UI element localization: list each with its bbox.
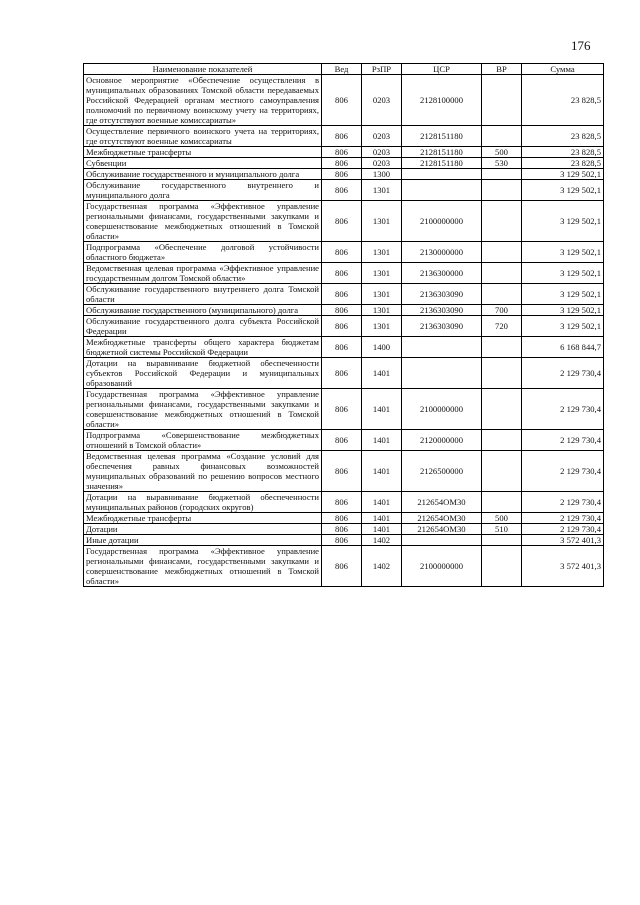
row-sum-cell: 3 129 502,1 [522,284,604,305]
row-vr-cell [482,263,522,284]
header-rzpr: РзПР [362,64,402,75]
row-csr-cell: 2120000000 [402,430,482,451]
row-rzpr-cell: 1301 [362,316,402,337]
row-ved-cell: 806 [322,492,362,513]
row-vr-cell [482,169,522,180]
row-sum-cell: 2 129 730,4 [522,513,604,524]
row-vr-cell [482,492,522,513]
row-vr-cell [482,451,522,492]
row-vr-cell [482,75,522,126]
table-row [84,284,604,305]
row-csr-cell [402,535,482,546]
row-ved-cell: 806 [322,305,362,316]
row-csr-cell: 2136303090 [402,305,482,316]
row-sum-cell: 3 129 502,1 [522,242,604,263]
row-name-cell: Обслуживание государственного внутреннего долга Томской области [84,284,322,305]
row-sum-cell: 23 828,5 [522,75,604,126]
header-name: Наименование показателей [84,64,322,75]
row-name-cell: Обслуживание государственного и муниципального долга [84,169,322,180]
row-ved-cell: 806 [322,126,362,147]
row-vr-cell: 530 [482,158,522,169]
table-row [84,451,604,492]
row-sum-cell: 2 129 730,4 [522,524,604,535]
row-vr-cell: 500 [482,147,522,158]
row-vr-cell: 500 [482,513,522,524]
row-vr-cell [482,535,522,546]
row-vr-cell [482,201,522,242]
row-name-cell: Государственная программа «Эффективное управление региональными финансами, государственными закупками и совершенствование межбюджетных отношений в Томской области» [84,546,322,587]
row-ved-cell: 806 [322,284,362,305]
row-ved-cell: 806 [322,201,362,242]
row-rzpr-cell: 1401 [362,513,402,524]
row-csr-cell: 2100000000 [402,546,482,587]
row-ved-cell: 806 [322,180,362,201]
table-row [84,546,604,587]
row-sum-cell: 3 129 502,1 [522,201,604,242]
row-csr-cell: 2136300000 [402,263,482,284]
row-csr-cell: 2100000000 [402,389,482,430]
row-sum-cell: 23 828,5 [522,158,604,169]
row-name-cell: Государственная программа «Эффективное управление региональными финансами, государственными закупками и совершенствование межбюджетных отношений в Томской области» [84,389,322,430]
row-rzpr-cell: 1300 [362,169,402,180]
row-name-cell: Ведомственная целевая программа «Создание условий для обеспечения равных финансовых возможностей муниципальных образований по решению вопросов местного значения» [84,451,322,492]
row-csr-cell: 2130000000 [402,242,482,263]
row-name-cell: Дотации на выравнивание бюджетной обеспеченности муниципальных районов (городских округов) [84,492,322,513]
row-ved-cell: 806 [322,535,362,546]
row-rzpr-cell: 1301 [362,284,402,305]
row-rzpr-cell: 1401 [362,389,402,430]
row-csr-cell: 2100000000 [402,201,482,242]
row-sum-cell: 3 129 502,1 [522,305,604,316]
row-csr-cell: 2128100000 [402,75,482,126]
row-sum-cell: 3 572 401,3 [522,546,604,587]
table-row [84,180,604,201]
row-ved-cell: 806 [322,147,362,158]
row-sum-cell: 2 129 730,4 [522,492,604,513]
row-vr-cell [482,358,522,389]
row-name-cell: Субвенции [84,158,322,169]
row-vr-cell: 510 [482,524,522,535]
row-vr-cell [482,180,522,201]
row-vr-cell [482,337,522,358]
row-name-cell: Подпрограмма «Совершенствование межбюджетных отношений в Томской области» [84,430,322,451]
row-ved-cell: 806 [322,158,362,169]
row-rzpr-cell: 1301 [362,201,402,242]
row-sum-cell: 2 129 730,4 [522,358,604,389]
row-csr-cell: 212654ОМ30 [402,524,482,535]
table-row [84,524,604,535]
table-row [84,535,604,546]
row-rzpr-cell: 0203 [362,158,402,169]
row-vr-cell: 700 [482,305,522,316]
row-ved-cell: 806 [322,316,362,337]
row-name-cell: Дотации [84,524,322,535]
header-sum: Сумма [522,64,604,75]
row-ved-cell: 806 [322,337,362,358]
row-sum-cell: 3 572 401,3 [522,535,604,546]
row-sum-cell: 3 129 502,1 [522,316,604,337]
row-name-cell: Осуществление первичного воинского учета на территориях, где отсутствуют военные комиссариаты [84,126,322,147]
table-row [84,126,604,147]
row-vr-cell [482,242,522,263]
row-ved-cell: 806 [322,75,362,126]
row-csr-cell: 212654ОМ30 [402,492,482,513]
row-rzpr-cell: 0203 [362,75,402,126]
row-sum-cell: 3 129 502,1 [522,263,604,284]
row-rzpr-cell: 1301 [362,305,402,316]
table-row [84,430,604,451]
table-row [84,337,604,358]
row-rzpr-cell: 0203 [362,126,402,147]
row-ved-cell: 806 [322,169,362,180]
row-name-cell: Межбюджетные трансферты [84,147,322,158]
table-row [84,316,604,337]
table-row [84,169,604,180]
row-rzpr-cell: 0203 [362,147,402,158]
row-vr-cell: 720 [482,316,522,337]
row-name-cell: Основное мероприятие «Обеспечение осуществления в муниципальных образованиях Томской области передаваемых Российской Федерацией органам местного самоуправления полномочий по первичному воинскому учету на территориях, где отсутствуют военные комиссариаты» [84,75,322,126]
table-header-row [84,64,604,75]
row-csr-cell: 2128151180 [402,126,482,147]
row-rzpr-cell: 1401 [362,524,402,535]
row-name-cell: Иные дотации [84,535,322,546]
row-ved-cell: 806 [322,389,362,430]
budget-table [83,63,604,587]
row-name-cell: Межбюджетные трансферты [84,513,322,524]
row-name-cell: Государственная программа «Эффективное управление региональными финансами, государственными закупками и совершенствование межбюджетных отношений в Томской области» [84,201,322,242]
row-csr-cell: 2136303090 [402,316,482,337]
table-row [84,147,604,158]
row-csr-cell [402,180,482,201]
row-name-cell: Обслуживание государственного (муниципального) долга [84,305,322,316]
row-rzpr-cell: 1301 [362,242,402,263]
row-csr-cell [402,337,482,358]
row-name-cell: Ведомственная целевая программа «Эффективное управление государственным долгом Томской области» [84,263,322,284]
row-rzpr-cell: 1301 [362,180,402,201]
row-ved-cell: 806 [322,242,362,263]
row-vr-cell [482,389,522,430]
table-row [84,358,604,389]
table-row [84,75,604,126]
header-vr: ВР [482,64,522,75]
table-row [84,305,604,316]
header-csr: ЦСР [402,64,482,75]
row-ved-cell: 806 [322,524,362,535]
row-ved-cell: 806 [322,546,362,587]
row-csr-cell [402,358,482,389]
table-row [84,242,604,263]
row-ved-cell: 806 [322,430,362,451]
row-rzpr-cell: 1400 [362,337,402,358]
table-row [84,389,604,430]
row-rzpr-cell: 1401 [362,358,402,389]
row-rzpr-cell: 1401 [362,430,402,451]
page-number: 176 [571,38,591,53]
row-csr-cell: 2128151180 [402,147,482,158]
header-ved: Вед [322,64,362,75]
row-name-cell: Обслуживание государственного долга субъекта Российской Федерации [84,316,322,337]
row-ved-cell: 806 [322,358,362,389]
row-rzpr-cell: 1402 [362,546,402,587]
row-csr-cell: 2126500000 [402,451,482,492]
row-sum-cell: 3 129 502,1 [522,169,604,180]
row-ved-cell: 806 [322,451,362,492]
table-row [84,263,604,284]
row-vr-cell [482,430,522,451]
row-csr-cell: 2136303090 [402,284,482,305]
row-name-cell: Подпрограмма «Обеспечение долговой устойчивости областного бюджета» [84,242,322,263]
row-csr-cell [402,169,482,180]
row-sum-cell: 23 828,5 [522,126,604,147]
row-vr-cell [482,546,522,587]
row-rzpr-cell: 1401 [362,492,402,513]
row-rzpr-cell: 1301 [362,263,402,284]
table-row [84,201,604,242]
row-name-cell: Дотации на выравнивание бюджетной обеспеченности субъектов Российской Федерации и муниципальных образований [84,358,322,389]
row-csr-cell: 212654ОМ30 [402,513,482,524]
row-sum-cell: 2 129 730,4 [522,451,604,492]
row-vr-cell [482,126,522,147]
row-ved-cell: 806 [322,263,362,284]
table-body [84,75,604,587]
row-sum-cell: 3 129 502,1 [522,180,604,201]
row-csr-cell: 2128151180 [402,158,482,169]
row-rzpr-cell: 1401 [362,451,402,492]
row-ved-cell: 806 [322,513,362,524]
table-row [84,492,604,513]
row-sum-cell: 2 129 730,4 [522,389,604,430]
table-row [84,158,604,169]
row-vr-cell [482,284,522,305]
row-sum-cell: 23 828,5 [522,147,604,158]
row-sum-cell: 2 129 730,4 [522,430,604,451]
row-name-cell: Межбюджетные трансферты общего характера бюджетам бюджетной системы Российской Федерации [84,337,322,358]
row-name-cell: Обслуживание государственного внутреннего и муниципального долга [84,180,322,201]
row-sum-cell: 6 168 844,7 [522,337,604,358]
row-rzpr-cell: 1402 [362,535,402,546]
table-row [84,513,604,524]
